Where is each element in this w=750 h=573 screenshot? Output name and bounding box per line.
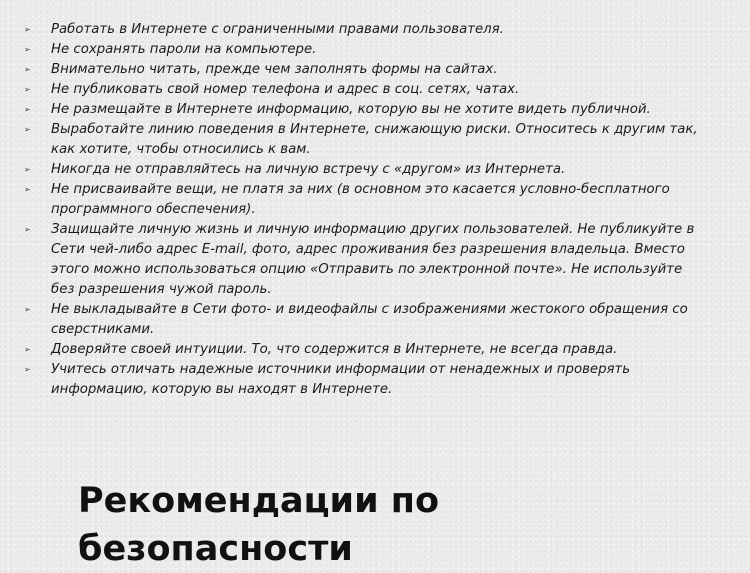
list-item [24, 160, 704, 180]
arrow-bullet-icon: ➢ [24, 165, 31, 174]
slide-title: Рекомендации по безопасности [78, 481, 440, 569]
bullet-text: Выработайте линию поведения в Интернете, снижающую риски. Относитесь к другим так, как хотите, чтобы относились к вам. [51, 122, 698, 157]
bullet-text: Никогда не отправляйтесь на личную встречу с «другом» из Интернета. [51, 162, 566, 177]
list-item [24, 180, 704, 220]
bullet-text: Не публиковать свой номер телефона и адрес в соц. сетях, чатах. [51, 82, 520, 97]
arrow-bullet-icon: ➢ [24, 85, 31, 94]
bullet-text: Работать в Интернете с ограниченными правами пользователя. [51, 22, 504, 37]
bullet-text: Не выкладывайте в Сети фото- и видеофайлы с изображениями жестокого обращения со сверстниками. [51, 302, 688, 337]
list-item [24, 220, 704, 300]
arrow-bullet-icon: ➢ [24, 45, 31, 54]
bullet-text: Не присваивайте вещи, не платя за них (в основном это касается условно-бесплатного программного обеспечения). [51, 182, 670, 217]
list-item [24, 20, 704, 40]
list-item [24, 60, 704, 80]
list-item [24, 80, 704, 100]
arrow-bullet-icon: ➢ [24, 25, 31, 34]
bullet-text: Внимательно читать, прежде чем заполнять формы на сайтах. [51, 62, 498, 77]
list-item [24, 120, 704, 160]
list-item [24, 40, 704, 60]
bullet-text: Доверяйте своей интуиции. То, что содержится в Интернете, не всегда правда. [51, 342, 618, 357]
bullet-text: Не сохранять пароли на компьютере. [51, 42, 317, 57]
list-item [24, 300, 704, 340]
arrow-bullet-icon: ➢ [24, 305, 31, 314]
list-item [24, 340, 704, 360]
arrow-bullet-icon: ➢ [24, 105, 31, 114]
arrow-bullet-icon: ➢ [24, 65, 31, 74]
list-item [24, 360, 704, 400]
arrow-bullet-icon: ➢ [24, 185, 31, 194]
arrow-bullet-icon: ➢ [24, 345, 31, 354]
arrow-bullet-icon: ➢ [24, 125, 31, 134]
bullet-list [24, 20, 704, 400]
bullet-text: Учитесь отличать надежные источники информации от ненадежных и проверять информацию, которую вы находят в Интернете. [51, 362, 631, 397]
arrow-bullet-icon: ➢ [24, 225, 31, 234]
arrow-bullet-icon: ➢ [24, 365, 31, 374]
bullet-text: Защищайте личную жизнь и личную информацию других пользователей. Не публикуйте в Сети чей-либо адрес E-mail, фото, адрес проживания без разрешения владельца. Вместо этого можно использоваться опцию «Отправить по электронной почте». Не используйте без разрешения чужой пароль. [51, 222, 695, 297]
bullet-text: Не размещайте в Интернете информацию, которую вы не хотите видеть публичной. [51, 102, 651, 117]
list-item [24, 100, 704, 120]
